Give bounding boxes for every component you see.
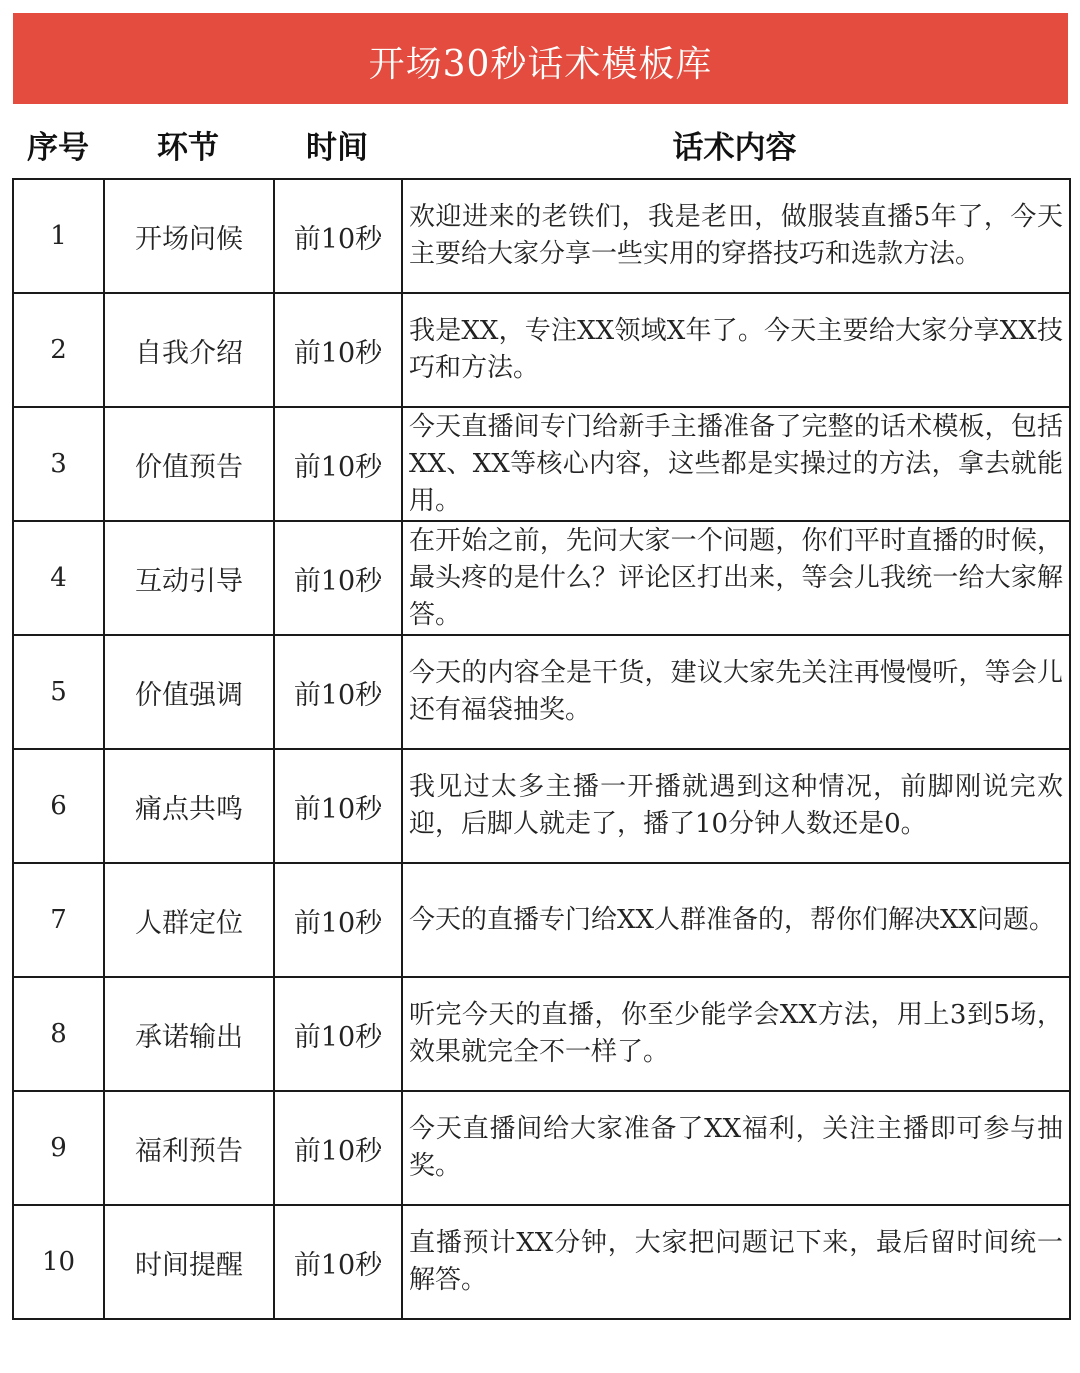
row-number: 1 <box>13 179 104 293</box>
row-step: 时间提醒 <box>104 1205 274 1319</box>
row-step: 开场问候 <box>104 179 274 293</box>
row-step: 痛点共鸣 <box>104 749 274 863</box>
header-script: 话术内容 <box>672 129 797 166</box>
row-step: 价值强调 <box>104 635 274 749</box>
row-time: 前10秒 <box>274 407 402 521</box>
row-step: 承诺输出 <box>104 977 274 1091</box>
row-script: 今天的直播专门给XX人群准备的，帮你们解决XX问题。 <box>402 863 1070 977</box>
row-script: 我是XX，专注XX领域X年了。今天主要给大家分享XX技巧和方法。 <box>402 293 1070 407</box>
row-number: 5 <box>13 635 104 749</box>
row-script: 在开始之前，先问大家一个问题，你们平时直播的时候，最头疼的是什么？评论区打出来，等会儿我统一给大家解答。 <box>402 521 1070 635</box>
row-number: 7 <box>13 863 104 977</box>
row-script: 听完今天的直播，你至少能学会XX方法，用上3到5场，效果就完全不一样了。 <box>402 977 1070 1091</box>
table-row <box>13 635 1070 749</box>
row-number: 10 <box>13 1205 104 1319</box>
row-number: 3 <box>13 407 104 521</box>
row-step: 互动引导 <box>104 521 274 635</box>
row-script: 直播预计XX分钟，大家把问题记下来，最后留时间统一解答。 <box>402 1205 1070 1319</box>
row-time: 前10秒 <box>274 521 402 635</box>
header-time: 时间 <box>306 129 368 166</box>
row-number: 2 <box>13 293 104 407</box>
table-row <box>13 179 1070 293</box>
table-row <box>13 977 1070 1091</box>
table-row <box>13 1205 1070 1319</box>
table-row <box>13 749 1070 863</box>
row-time: 前10秒 <box>274 749 402 863</box>
row-time: 前10秒 <box>274 863 402 977</box>
row-time: 前10秒 <box>274 1205 402 1319</box>
row-script: 今天的内容全是干货，建议大家先关注再慢慢听，等会儿还有福袋抽奖。 <box>402 635 1070 749</box>
header-num: 序号 <box>27 129 89 166</box>
row-time: 前10秒 <box>274 293 402 407</box>
table-row <box>13 407 1070 521</box>
table-row <box>13 293 1070 407</box>
row-time: 前10秒 <box>274 635 402 749</box>
row-time: 前10秒 <box>274 179 402 293</box>
row-step: 价值预告 <box>104 407 274 521</box>
row-time: 前10秒 <box>274 977 402 1091</box>
header-step: 环节 <box>157 129 219 166</box>
table-header <box>13 112 1068 176</box>
row-time: 前10秒 <box>274 1091 402 1205</box>
script-table <box>12 178 1071 1320</box>
row-script: 欢迎进来的老铁们，我是老田，做服装直播5年了，今天主要给大家分享一些实用的穿搭技巧和选款方法。 <box>402 179 1070 293</box>
row-number: 4 <box>13 521 104 635</box>
page-title: 开场30秒话术模板库 <box>368 44 713 85</box>
row-number: 9 <box>13 1091 104 1205</box>
table-row <box>13 863 1070 977</box>
row-number: 6 <box>13 749 104 863</box>
row-step: 福利预告 <box>104 1091 274 1205</box>
row-number: 8 <box>13 977 104 1091</box>
row-script: 我见过太多主播一开播就遇到这种情况，前脚刚说完欢迎，后脚人就走了，播了10分钟人数还是0。 <box>402 749 1070 863</box>
table-row <box>13 1091 1070 1205</box>
title-banner <box>13 13 1068 104</box>
row-step: 人群定位 <box>104 863 274 977</box>
row-step: 自我介绍 <box>104 293 274 407</box>
row-script: 今天直播间专门给新手主播准备了完整的话术模板，包括XX、XX等核心内容，这些都是实操过的方法，拿去就能用。 <box>402 407 1070 521</box>
row-script: 今天直播间给大家准备了XX福利，关注主播即可参与抽奖。 <box>402 1091 1070 1205</box>
table-row <box>13 521 1070 635</box>
